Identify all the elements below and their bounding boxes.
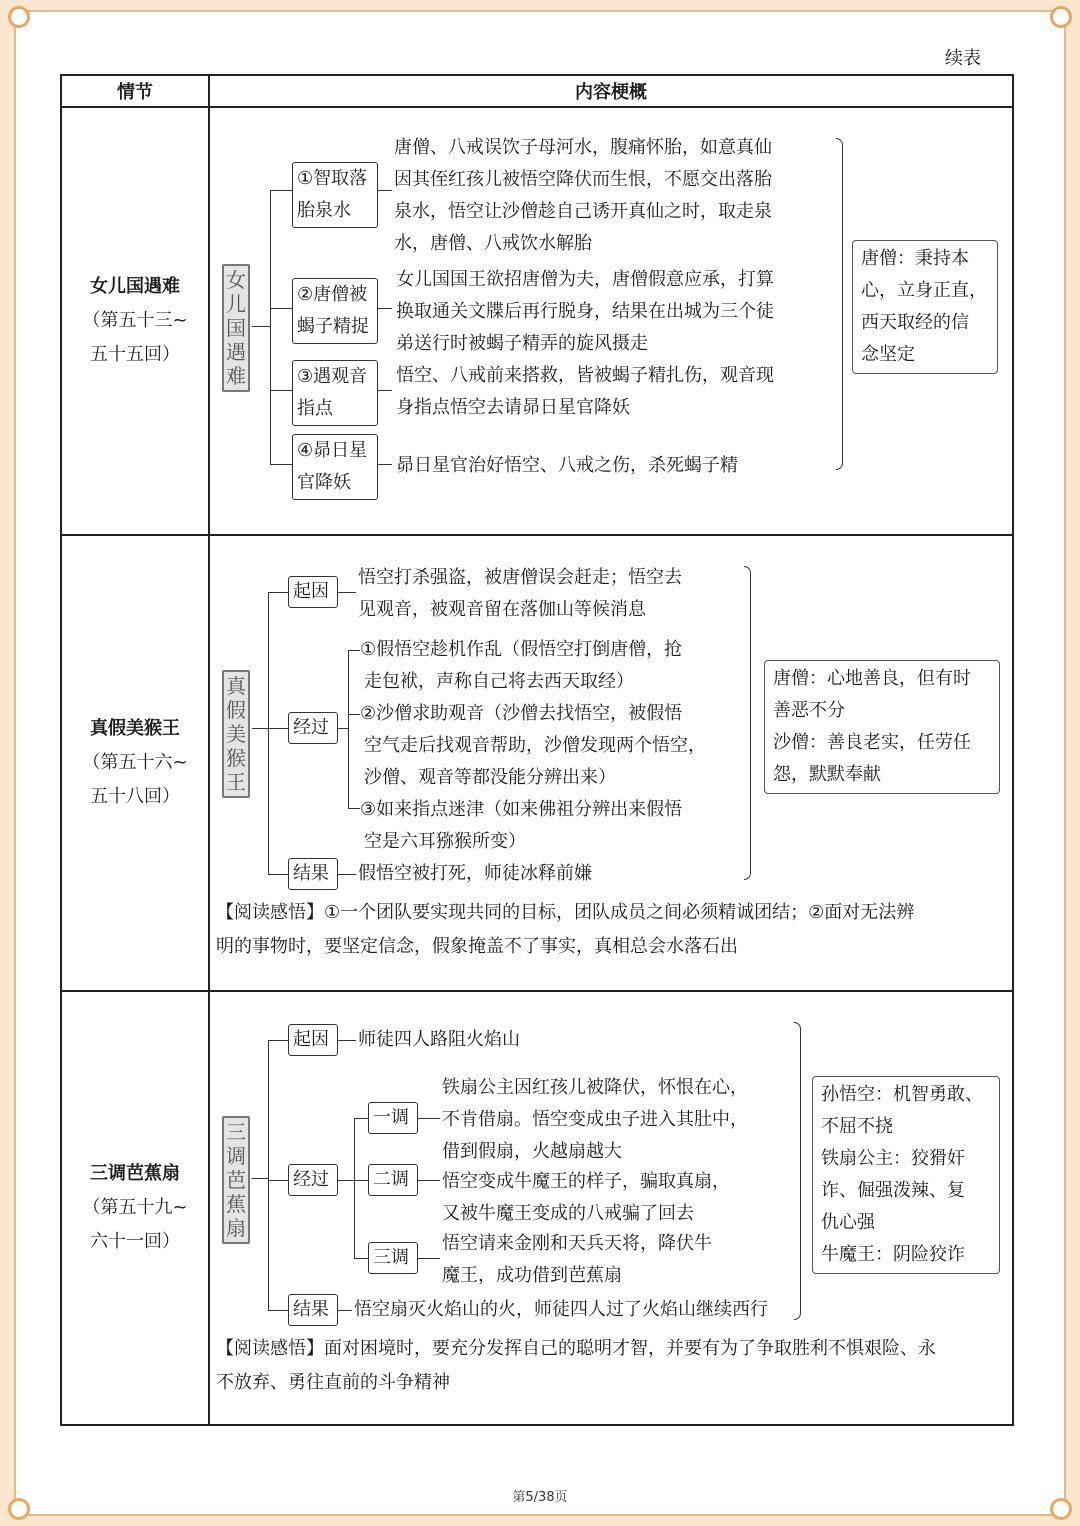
reading-reflection: 【阅读感悟】面对困境时，要充分发挥自己的聪明才智，并要有为了争取胜利不惧艰险、永 不放弃、勇往直前的斗争精神 <box>216 1338 936 1393</box>
connector <box>252 728 268 729</box>
vertical-label: 真 假 美 猴 王 <box>222 670 250 798</box>
connector <box>348 808 360 809</box>
branch-box: ③遇观音 指点 <box>292 360 378 426</box>
sub-text: 悟空请来金刚和天兵天将，降伏牛 魔王，成功借到芭蕉扇 <box>442 1233 712 1286</box>
content-cell <box>209 991 1013 1425</box>
character-note: 孙悟空：机智勇敢、 不屈不挠 铁扇公主：狡猾奸 诈、倔强泼辣、复 仇心强 牛魔王：阴险狡诈 <box>812 1076 1000 1274</box>
connector <box>354 1180 368 1181</box>
result-label: 结果 <box>288 858 338 890</box>
cause-text: 悟空打杀强盗，被唐僧误会赶走；悟空去 见观音，被观音留在落伽山等候消息 <box>358 567 682 620</box>
sub-label: 三调 <box>368 1242 418 1274</box>
connector <box>268 1310 288 1311</box>
connector <box>354 1118 368 1119</box>
connector <box>268 592 269 874</box>
episode-range: 六十一回） <box>90 1231 180 1252</box>
corner-ornament <box>8 6 30 28</box>
connector <box>268 1040 288 1041</box>
episode-title: 三调芭蕉扇 <box>90 1163 180 1184</box>
connector <box>270 190 292 191</box>
episode-title: 女儿国遇难 <box>90 276 180 297</box>
connector <box>268 1040 269 1310</box>
corner-ornament <box>1050 6 1072 28</box>
connector <box>338 592 356 593</box>
connector <box>348 714 360 715</box>
episode-range: 五十八回） <box>90 786 180 807</box>
connector <box>338 1180 354 1181</box>
summary-table <box>60 74 1014 1426</box>
process-text: ①假悟空趁机作乱（假悟空打倒唐僧，抢 走包袱，声称自己将去西天取经） ②沙僧求助观音（沙僧去找悟空，被假悟 空气走后找观音帮助，沙僧发现两个悟空， 沙僧、观音等都没能分辨出来） ③如来指点迷津（如来佛祖分辨出来假悟 空是六耳猕猴所变） <box>360 639 706 852</box>
connector <box>418 1118 440 1119</box>
connector <box>338 874 356 875</box>
connector <box>252 326 270 327</box>
header-content: 内容梗概 <box>209 75 1013 107</box>
branch-text: 女儿国国王欲招唐僧为夫，唐僧假意应承，打算 换取通关文牒后再行脱身，结果在出城为三个徒 弟送行时被蝎子精弄的旋风摄走 <box>396 269 774 354</box>
connector <box>338 728 348 729</box>
connector <box>418 1180 440 1181</box>
connector <box>378 464 392 465</box>
connector <box>348 650 349 808</box>
episode-range: （第五十三~ <box>82 310 188 331</box>
process-label: 经过 <box>288 1164 338 1196</box>
continued-label: 续表 <box>945 48 981 69</box>
sub-text: 悟空变成牛魔王的样子，骗取真扇， 又被牛魔王变成的八戒骗了回去 <box>442 1171 730 1224</box>
connector <box>354 1118 355 1258</box>
sub-label: 一调 <box>368 1102 418 1134</box>
result-label: 结果 <box>288 1294 338 1326</box>
episode-cell <box>61 107 209 535</box>
branch-text: 昴日星官治好悟空、八戒之伤，杀死蝎子精 <box>396 455 738 476</box>
connector <box>378 190 392 191</box>
connector <box>354 1258 368 1259</box>
episode-cell <box>61 991 209 1425</box>
connector <box>252 1178 268 1179</box>
process-label: 经过 <box>288 712 338 744</box>
branch-text: 唐僧、八戒误饮子母河水，腹痛怀胎，如意真仙 因其侄红孩儿被悟空降伏而生恨，不愿交出落胎 泉水，悟空让沙僧趁自己诱开真仙之时，取走泉 水，唐僧、八戒饮水解胎 <box>394 137 772 254</box>
branch-text: 悟空、八戒前来搭救，皆被蝎子精扎伤，观音现 身指点悟空去请昴日星官降妖 <box>396 365 774 418</box>
page-number: 第5/38页 <box>512 1490 568 1505</box>
episode-range: （第五十六~ <box>82 752 188 773</box>
vertical-label: 三 调 芭 蕉 扇 <box>222 1116 250 1244</box>
connector <box>338 1310 352 1311</box>
sub-label: 二调 <box>368 1164 418 1196</box>
cause-label: 起因 <box>288 576 338 608</box>
character-note: 唐僧：心地善良，但有时 善恶不分 沙僧：善良老实，任劳任 怨，默默奉献 <box>764 660 1000 794</box>
connector <box>268 1180 288 1181</box>
connector <box>270 464 292 465</box>
connector <box>338 1040 356 1041</box>
episode-range: 五十五回） <box>90 344 180 365</box>
brace <box>836 138 843 470</box>
connector <box>378 308 392 309</box>
character-note: 唐僧：秉持本 心，立身正直， 西天取经的信 念坚定 <box>852 240 998 374</box>
cause-text: 师徒四人路阻火焰山 <box>358 1029 520 1050</box>
result-text: 假悟空被打死，师徒冰释前嫌 <box>358 863 592 884</box>
connector <box>268 592 288 593</box>
connector <box>348 650 360 651</box>
content-cell <box>209 107 1013 535</box>
vertical-label: 女 儿 国 遇 难 <box>222 264 250 392</box>
brace <box>794 1022 801 1320</box>
connector <box>270 308 292 309</box>
episode-range: （第五十九~ <box>82 1197 188 1218</box>
connector <box>418 1258 440 1259</box>
connector <box>268 728 288 729</box>
episode-cell <box>61 535 209 991</box>
connector <box>268 874 288 875</box>
branch-box: ④昴日星 官降妖 <box>292 434 378 500</box>
connector <box>378 390 392 391</box>
content-cell <box>209 535 1013 991</box>
episode-title: 真假美猴王 <box>90 718 180 739</box>
connector <box>270 190 271 464</box>
sub-text: 铁扇公主因红孩儿被降伏，怀恨在心， 不肯借扇。悟空变成虫子进入其肚中， 借到假扇，火越扇越大 <box>442 1077 748 1162</box>
reading-reflection: 【阅读感悟】①一个团队要实现共同的目标，团队成员之间必须精诚团结；②面对无法辨 明的事物时，要坚定信念，假象掩盖不了事实，真相总会水落石出 <box>216 902 915 957</box>
header-episode: 情节 <box>61 75 209 107</box>
branch-box: ①智取落 胎泉水 <box>292 162 378 228</box>
brace <box>744 566 751 880</box>
result-text: 悟空扇灭火焰山的火，师徒四人过了火焰山继续西行 <box>354 1299 768 1320</box>
connector <box>270 390 292 391</box>
cause-label: 起因 <box>288 1024 338 1056</box>
branch-box: ②唐僧被 蝎子精捉 <box>292 278 378 344</box>
